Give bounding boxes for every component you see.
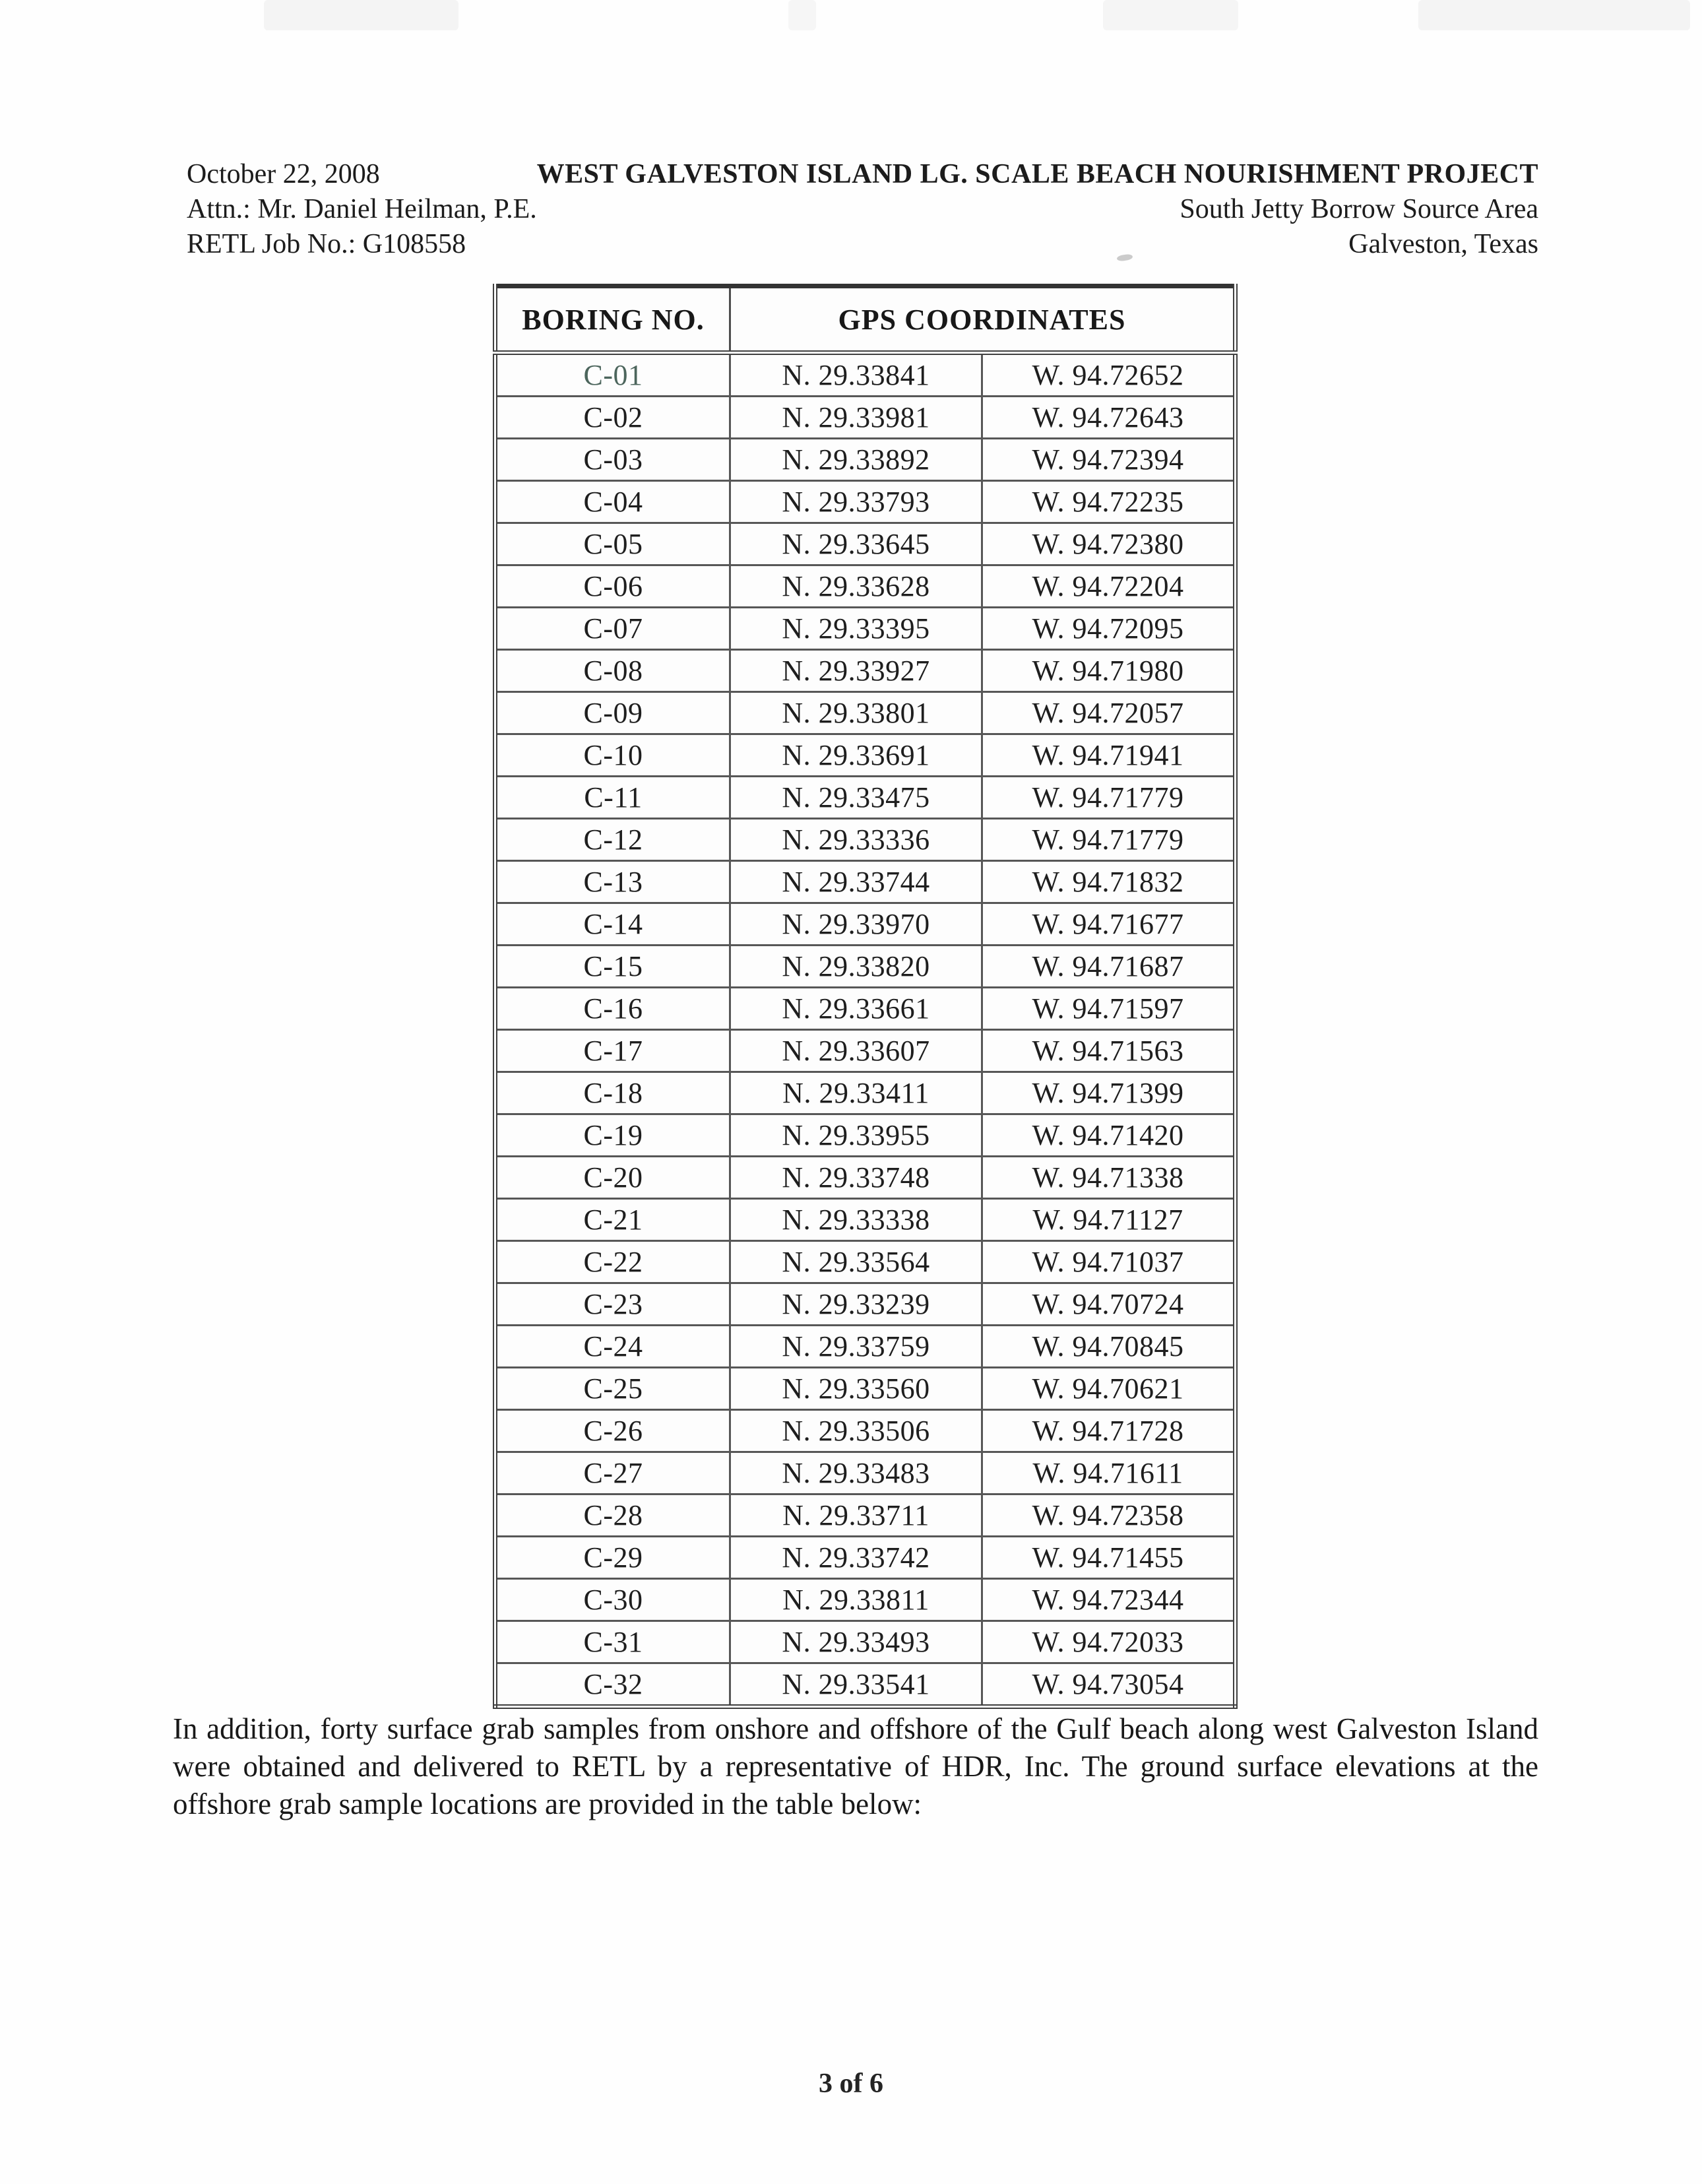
latitude-cell: N. 29.33411: [730, 1072, 982, 1114]
boring-no-cell: C-07: [495, 608, 730, 650]
latitude-cell: N. 29.33981: [730, 397, 982, 439]
table-row: [495, 1030, 1236, 1072]
boring-no-cell: C-04: [495, 481, 730, 523]
table-row: [495, 819, 1236, 861]
table-row: [495, 1452, 1236, 1494]
latitude-cell: N. 29.33759: [730, 1326, 982, 1368]
latitude-cell: N. 29.33395: [730, 608, 982, 650]
longitude-cell: W. 94.71127: [982, 1199, 1236, 1241]
boring-no-cell: C-31: [495, 1621, 730, 1663]
latitude-cell: N. 29.33493: [730, 1621, 982, 1663]
latitude-cell: N. 29.33475: [730, 777, 982, 819]
table-row: [495, 1368, 1236, 1410]
boring-no-cell: C-14: [495, 903, 730, 946]
boring-no-cell: C-18: [495, 1072, 730, 1114]
boring-no-cell: C-21: [495, 1199, 730, 1241]
project-location: Galveston, Texas: [1348, 229, 1538, 259]
boring-no-cell: C-11: [495, 777, 730, 819]
boring-no-cell: C-08: [495, 650, 730, 692]
latitude-cell: N. 29.33892: [730, 439, 982, 481]
boring-no-cell: C-30: [495, 1579, 730, 1621]
latitude-cell: N. 29.33742: [730, 1537, 982, 1579]
scan-artifact: [1103, 0, 1238, 30]
longitude-cell: W. 94.71779: [982, 819, 1236, 861]
longitude-cell: W. 94.72095: [982, 608, 1236, 650]
boring-no-cell: C-13: [495, 861, 730, 903]
longitude-cell: W. 94.71677: [982, 903, 1236, 946]
boring-no-cell: C-01: [495, 353, 730, 397]
table-row: [495, 650, 1236, 692]
longitude-cell: W. 94.71455: [982, 1537, 1236, 1579]
scan-artifact: [264, 0, 458, 30]
table-row: [495, 1199, 1236, 1241]
longitude-cell: W. 94.70724: [982, 1283, 1236, 1326]
table-row: [495, 1114, 1236, 1157]
longitude-cell: W. 94.71399: [982, 1072, 1236, 1114]
table-row: [495, 1326, 1236, 1368]
boring-no-cell: C-12: [495, 819, 730, 861]
table-row: [495, 988, 1236, 1030]
table-body: [495, 353, 1236, 1707]
boring-no-cell: C-15: [495, 946, 730, 988]
table-header: [495, 286, 1236, 353]
longitude-cell: W. 94.71980: [982, 650, 1236, 692]
latitude-cell: N. 29.33820: [730, 946, 982, 988]
gps-coordinates-table: [493, 284, 1238, 1709]
longitude-cell: W. 94.70845: [982, 1326, 1236, 1368]
table-row: [495, 481, 1236, 523]
latitude-cell: N. 29.33661: [730, 988, 982, 1030]
latitude-cell: N. 29.33744: [730, 861, 982, 903]
boring-no-cell: C-25: [495, 1368, 730, 1410]
longitude-cell: W. 94.71941: [982, 734, 1236, 777]
table-row: [495, 1579, 1236, 1621]
longitude-cell: W. 94.70621: [982, 1368, 1236, 1410]
table-row: [495, 946, 1236, 988]
latitude-cell: N. 29.33841: [730, 353, 982, 397]
latitude-cell: N. 29.33811: [730, 1579, 982, 1621]
longitude-cell: W. 94.72344: [982, 1579, 1236, 1621]
boring-no-cell: C-02: [495, 397, 730, 439]
longitude-cell: W. 94.72380: [982, 523, 1236, 565]
latitude-cell: N. 29.33239: [730, 1283, 982, 1326]
boring-no-cell: C-29: [495, 1537, 730, 1579]
table-row: [495, 397, 1236, 439]
longitude-cell: W. 94.71779: [982, 777, 1236, 819]
latitude-cell: N. 29.33564: [730, 1241, 982, 1283]
boring-no-cell: C-24: [495, 1326, 730, 1368]
attention-line: Attn.: Mr. Daniel Heilman, P.E.: [187, 194, 537, 224]
boring-no-cell: C-05: [495, 523, 730, 565]
boring-no-cell: C-19: [495, 1114, 730, 1157]
longitude-cell: W. 94.72235: [982, 481, 1236, 523]
latitude-cell: N. 29.33338: [730, 1199, 982, 1241]
longitude-cell: W. 94.71611: [982, 1452, 1236, 1494]
boring-no-cell: C-17: [495, 1030, 730, 1072]
table-row: [495, 1537, 1236, 1579]
table-row: [495, 439, 1236, 481]
table-row: [495, 903, 1236, 946]
longitude-cell: W. 94.72057: [982, 692, 1236, 734]
table-row: [495, 608, 1236, 650]
longitude-cell: W. 94.71832: [982, 861, 1236, 903]
boring-no-cell: C-20: [495, 1157, 730, 1199]
page-number: 3 of 6: [819, 2069, 883, 2099]
table-row: [495, 1072, 1236, 1114]
table-row: [495, 1157, 1236, 1199]
table-row: [495, 565, 1236, 608]
table-row: [495, 1241, 1236, 1283]
latitude-cell: N. 29.33801: [730, 692, 982, 734]
longitude-cell: W. 94.72643: [982, 397, 1236, 439]
latitude-cell: N. 29.33955: [730, 1114, 982, 1157]
table-row: [495, 861, 1236, 903]
longitude-cell: W. 94.73054: [982, 1663, 1236, 1707]
job-number-line: RETL Job No.: G108558: [187, 229, 466, 259]
latitude-cell: N. 29.33560: [730, 1368, 982, 1410]
latitude-cell: N. 29.33645: [730, 523, 982, 565]
boring-no-cell: C-10: [495, 734, 730, 777]
latitude-cell: N. 29.33541: [730, 1663, 982, 1707]
table-row: [495, 692, 1236, 734]
latitude-cell: N. 29.33748: [730, 1157, 982, 1199]
longitude-cell: W. 94.71338: [982, 1157, 1236, 1199]
longitude-cell: W. 94.72394: [982, 439, 1236, 481]
table-row: [495, 777, 1236, 819]
boring-no-cell: C-23: [495, 1283, 730, 1326]
table-row: [495, 1663, 1236, 1707]
scan-artifact: [1418, 0, 1690, 30]
scan-artifact: [788, 0, 816, 30]
longitude-cell: W. 94.71420: [982, 1114, 1236, 1157]
boring-no-cell: C-27: [495, 1452, 730, 1494]
boring-no-cell: C-03: [495, 439, 730, 481]
longitude-cell: W. 94.71037: [982, 1241, 1236, 1283]
latitude-cell: N. 29.33691: [730, 734, 982, 777]
latitude-cell: N. 29.33628: [730, 565, 982, 608]
latitude-cell: N. 29.33793: [730, 481, 982, 523]
latitude-cell: N. 29.33336: [730, 819, 982, 861]
letter-header-left: [187, 157, 537, 262]
table-row: [495, 734, 1236, 777]
longitude-cell: W. 94.72652: [982, 353, 1236, 397]
body-paragraph: In addition, forty surface grab samples from onshore and offshore of the Gulf beach along west Galveston Island were obtained and delivered to RETL by a representative of HDR, Inc. The ground surface elevations at the offshore grab sample locations are provided in the table below:: [173, 1712, 1538, 1820]
date-line: October 22, 2008: [187, 159, 380, 189]
latitude-cell: N. 29.33483: [730, 1452, 982, 1494]
boring-no-cell: C-16: [495, 988, 730, 1030]
longitude-cell: W. 94.72358: [982, 1494, 1236, 1537]
boring-no-cell: C-32: [495, 1663, 730, 1707]
boring-no-cell: C-22: [495, 1241, 730, 1283]
longitude-cell: W. 94.72033: [982, 1621, 1236, 1663]
project-subtitle: South Jetty Borrow Source Area: [1180, 194, 1538, 224]
boring-no-cell: C-09: [495, 692, 730, 734]
column-header-gps-coordinates: GPS COORDINATES: [730, 286, 1236, 353]
latitude-cell: N. 29.33711: [730, 1494, 982, 1537]
table-row: [495, 1494, 1236, 1537]
longitude-cell: W. 94.71728: [982, 1410, 1236, 1452]
longitude-cell: W. 94.71687: [982, 946, 1236, 988]
table-row: [495, 523, 1236, 565]
table-row: [495, 1283, 1236, 1326]
boring-no-cell: C-28: [495, 1494, 730, 1537]
table-row: [495, 1410, 1236, 1452]
boring-no-cell: C-06: [495, 565, 730, 608]
table-row: [495, 1621, 1236, 1663]
project-title: WEST GALVESTON ISLAND LG. SCALE BEACH NOURISHMENT PROJECT: [536, 159, 1538, 189]
latitude-cell: N. 29.33970: [730, 903, 982, 946]
longitude-cell: W. 94.71597: [982, 988, 1236, 1030]
latitude-cell: N. 29.33607: [730, 1030, 982, 1072]
longitude-cell: W. 94.72204: [982, 565, 1236, 608]
latitude-cell: N. 29.33927: [730, 650, 982, 692]
table-row: [495, 353, 1236, 397]
boring-no-cell: C-26: [495, 1410, 730, 1452]
latitude-cell: N. 29.33506: [730, 1410, 982, 1452]
longitude-cell: W. 94.71563: [982, 1030, 1236, 1072]
table-header-row: [495, 286, 1236, 353]
letter-header-right: [537, 157, 1538, 262]
column-header-boring-no: BORING NO.: [495, 286, 730, 353]
